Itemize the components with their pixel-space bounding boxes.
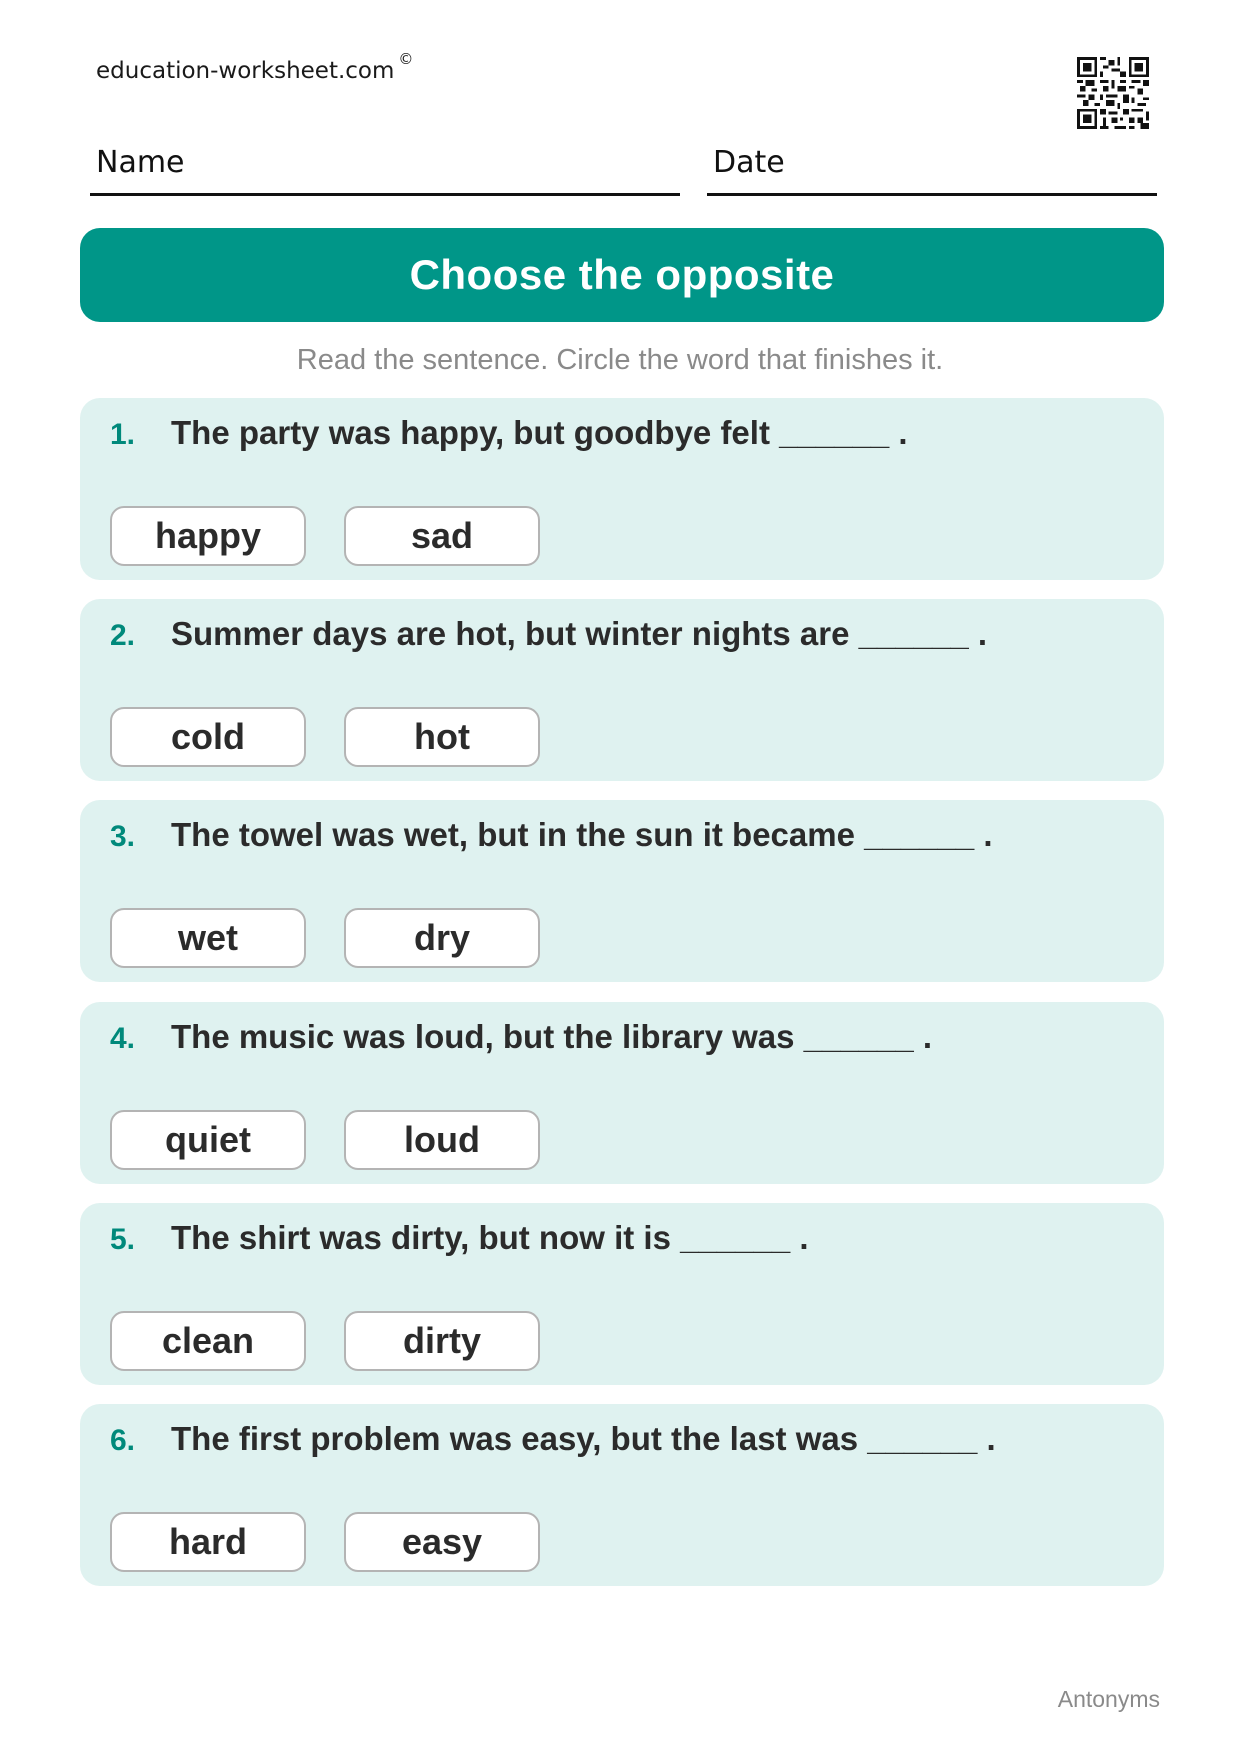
answer-option[interactable]: wet (110, 908, 306, 968)
qr-code-icon (1077, 57, 1149, 129)
answer-option[interactable]: easy (344, 1512, 540, 1572)
date-label: Date (713, 145, 785, 180)
question-number: 5. (110, 1223, 136, 1256)
copyright-symbol: © (398, 50, 414, 68)
footer-topic: Antonyms (1057, 1686, 1160, 1712)
instructions-text: Read the sentence. Circle the word that finishes it. (296, 344, 944, 376)
site-name (96, 50, 413, 84)
question-card-5 (80, 1203, 1164, 1385)
question-text: Summer days are hot, but winter nights are ______ . (171, 615, 988, 652)
question-text: The shirt was dirty, but now it is ______ . (171, 1219, 809, 1256)
question-card-3 (80, 800, 1164, 982)
answer-option[interactable]: dry (344, 908, 540, 968)
question-card-1 (80, 398, 1164, 580)
question-number: 6. (110, 1424, 136, 1457)
answer-option[interactable]: loud (344, 1110, 540, 1170)
question-text: The party was happy, but goodbye felt ______ . (171, 414, 908, 451)
name-label: Name (96, 145, 185, 180)
question-text: The music was loud, but the library was ______ . (171, 1018, 933, 1055)
question-number: 3. (110, 820, 136, 853)
site-url: education-worksheet.com (96, 58, 395, 84)
question-card-2 (80, 599, 1164, 781)
question-card-6 (80, 1404, 1164, 1586)
answer-option[interactable]: clean (110, 1311, 306, 1371)
answer-option[interactable]: quiet (110, 1110, 306, 1170)
question-text: The towel was wet, but in the sun it became ______ . (171, 816, 993, 853)
answer-option[interactable]: dirty (344, 1311, 540, 1371)
question-text: The first problem was easy, but the last was ______ . (171, 1420, 996, 1457)
answer-option[interactable]: sad (344, 506, 540, 566)
answer-option[interactable]: hot (344, 707, 540, 767)
answer-option[interactable]: happy (110, 506, 306, 566)
title-banner (80, 228, 1164, 322)
answer-option[interactable]: hard (110, 1512, 306, 1572)
date-field[interactable] (707, 143, 1157, 196)
answer-option[interactable]: cold (110, 707, 306, 767)
page-title: Choose the opposite (409, 251, 835, 298)
question-number: 4. (110, 1022, 136, 1055)
question-number: 2. (110, 619, 136, 652)
question-number: 1. (110, 418, 136, 451)
name-field[interactable] (90, 143, 680, 196)
question-card-4 (80, 1002, 1164, 1184)
